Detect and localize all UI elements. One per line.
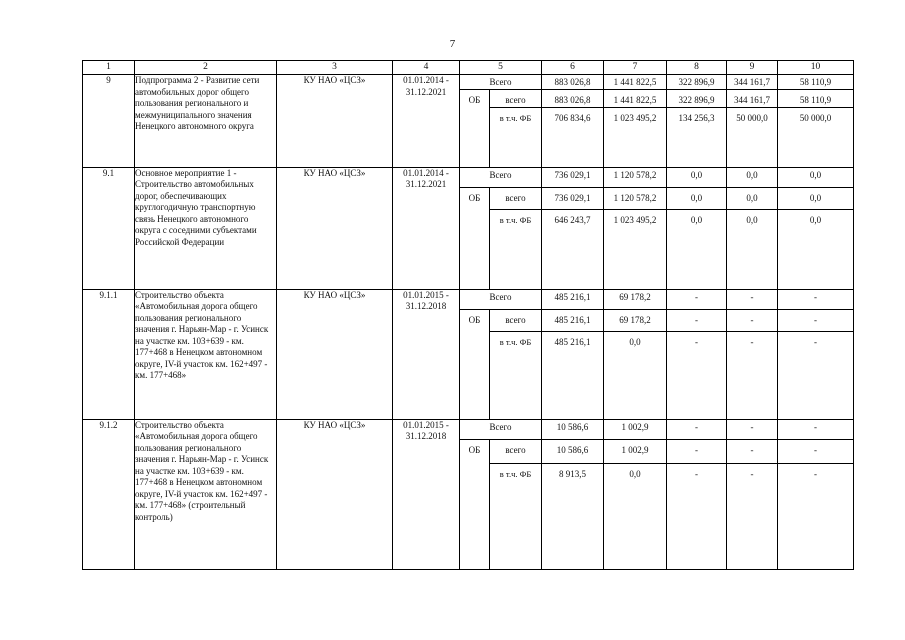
value-fb: 485 216,1 bbox=[542, 331, 604, 419]
value-total: 736 029,1 bbox=[542, 167, 604, 187]
header-cell: 4 bbox=[393, 61, 460, 75]
source-all-label: всего bbox=[490, 90, 542, 108]
source-ob-label: ОБ bbox=[460, 309, 490, 419]
value-ob: - bbox=[778, 309, 854, 331]
row-executor: КУ НАО «ЦСЗ» bbox=[277, 419, 393, 569]
value-fb: - bbox=[778, 331, 854, 419]
row-name: Подпрограмма 2 - Развитие сети автомобильных дорог общего пользования регионального и межмуниципального значения Ненецкого автономного округа bbox=[135, 75, 277, 168]
table-row bbox=[83, 419, 854, 439]
row-period: 01.01.2014 - 31.12.2021 bbox=[393, 75, 460, 168]
row-executor: КУ НАО «ЦСЗ» bbox=[277, 167, 393, 289]
value-ob: 0,0 bbox=[667, 187, 727, 209]
value-fb: 0,0 bbox=[778, 209, 854, 289]
source-ob-label: ОБ bbox=[460, 90, 490, 168]
table-row bbox=[83, 75, 854, 90]
row-number: 9 bbox=[83, 75, 135, 168]
value-total: 322 896,9 bbox=[667, 75, 727, 90]
value-ob: - bbox=[727, 439, 778, 463]
source-fb-label: в т.ч. ФБ bbox=[490, 331, 542, 419]
source-total-label: Всего bbox=[460, 75, 542, 90]
row-period: 01.01.2015 - 31.12.2018 bbox=[393, 289, 460, 419]
value-ob: 0,0 bbox=[727, 187, 778, 209]
value-ob: 58 110,9 bbox=[778, 90, 854, 108]
value-fb: - bbox=[667, 463, 727, 569]
value-ob: - bbox=[727, 309, 778, 331]
value-ob: - bbox=[667, 439, 727, 463]
source-total-label: Всего bbox=[460, 419, 542, 439]
value-total: 883 026,8 bbox=[542, 75, 604, 90]
value-ob: 1 002,9 bbox=[604, 439, 667, 463]
source-all-label: всего bbox=[490, 187, 542, 209]
value-fb: 8 913,5 bbox=[542, 463, 604, 569]
value-ob: 0,0 bbox=[778, 187, 854, 209]
source-total-label: Всего bbox=[460, 289, 542, 309]
header-cell: 1 bbox=[83, 61, 135, 75]
header-cell: 2 bbox=[135, 61, 277, 75]
source-ob-label: ОБ bbox=[460, 439, 490, 569]
row-number: 9.1.2 bbox=[83, 419, 135, 569]
source-all-label: всего bbox=[490, 309, 542, 331]
row-period: 01.01.2014 - 31.12.2021 bbox=[393, 167, 460, 289]
header-cell: 7 bbox=[604, 61, 667, 75]
value-ob: 485 216,1 bbox=[542, 309, 604, 331]
table-body bbox=[83, 61, 854, 570]
value-fb: - bbox=[727, 331, 778, 419]
header-cell: 6 bbox=[542, 61, 604, 75]
value-total: 0,0 bbox=[667, 167, 727, 187]
page-number: 7 bbox=[449, 38, 456, 50]
header-cell: 5 bbox=[460, 61, 542, 75]
value-total: 69 178,2 bbox=[604, 289, 667, 309]
value-total: 1 441 822,5 bbox=[604, 75, 667, 90]
value-total: - bbox=[727, 289, 778, 309]
value-total: 485 216,1 bbox=[542, 289, 604, 309]
value-total: 1 120 578,2 bbox=[604, 167, 667, 187]
row-number: 9.1.1 bbox=[83, 289, 135, 419]
value-ob: 1 120 578,2 bbox=[604, 187, 667, 209]
value-fb: 646 243,7 bbox=[542, 209, 604, 289]
value-fb: 1 023 495,2 bbox=[604, 209, 667, 289]
value-ob: - bbox=[667, 309, 727, 331]
source-fb-label: в т.ч. ФБ bbox=[490, 107, 542, 167]
value-fb: 50 000,0 bbox=[778, 107, 854, 167]
value-fb: - bbox=[727, 463, 778, 569]
source-fb-label: в т.ч. ФБ bbox=[490, 209, 542, 289]
table-row bbox=[83, 289, 854, 309]
row-name: Строительство объекта «Автомобильная дорога общего пользования регионального значения г. Нарьян-Мар - г. Усинск на участке км. 103+639 - км. 177+468 в Ненецком автономном округе, IV-й участок км. 162+497 - км. 177+468» (строительный контроль) bbox=[135, 419, 277, 569]
value-fb: 0,0 bbox=[604, 331, 667, 419]
source-all-label: всего bbox=[490, 439, 542, 463]
value-ob: 344 161,7 bbox=[727, 90, 778, 108]
value-ob: 736 029,1 bbox=[542, 187, 604, 209]
header-cell: 3 bbox=[277, 61, 393, 75]
value-fb: 50 000,0 bbox=[727, 107, 778, 167]
value-fb: 0,0 bbox=[727, 209, 778, 289]
header-row bbox=[83, 61, 854, 75]
value-ob: 322 896,9 bbox=[667, 90, 727, 108]
value-total: - bbox=[778, 419, 854, 439]
value-total: 58 110,9 bbox=[778, 75, 854, 90]
value-total: 10 586,6 bbox=[542, 419, 604, 439]
value-total: 0,0 bbox=[727, 167, 778, 187]
source-fb-label: в т.ч. ФБ bbox=[490, 463, 542, 569]
value-total: - bbox=[667, 289, 727, 309]
row-name: Строительство объекта «Автомобильная дорога общего пользования регионального значения г. Нарьян-Мар - г. Усинск на участке км. 103+639 - км. 177+468 в Ненецком автономном округе, IV-й участок км. 162+497 - км. 177+468» bbox=[135, 289, 277, 419]
row-name: Основное мероприятие 1 - Строительство автомобильных дорог, обеспечивающих круглогодичную транспортную связь Ненецкого автономного округа с соседними субъектами Российской Федерации bbox=[135, 167, 277, 289]
value-total: - bbox=[727, 419, 778, 439]
header-cell: 9 bbox=[727, 61, 778, 75]
value-total: 1 002,9 bbox=[604, 419, 667, 439]
row-executor: КУ НАО «ЦСЗ» bbox=[277, 75, 393, 168]
value-total: - bbox=[667, 419, 727, 439]
value-ob: 69 178,2 bbox=[604, 309, 667, 331]
row-number: 9.1 bbox=[83, 167, 135, 289]
row-executor: КУ НАО «ЦСЗ» bbox=[277, 289, 393, 419]
value-total: 0,0 bbox=[778, 167, 854, 187]
value-ob: 10 586,6 bbox=[542, 439, 604, 463]
value-total: 344 161,7 bbox=[727, 75, 778, 90]
row-period: 01.01.2015 - 31.12.2018 bbox=[393, 419, 460, 569]
header-cell: 10 bbox=[778, 61, 854, 75]
value-fb: 0,0 bbox=[604, 463, 667, 569]
header-cell: 8 bbox=[667, 61, 727, 75]
source-ob-label: ОБ bbox=[460, 187, 490, 289]
budget-table bbox=[82, 60, 854, 570]
value-ob: - bbox=[778, 439, 854, 463]
value-ob: 883 026,8 bbox=[542, 90, 604, 108]
value-total: - bbox=[778, 289, 854, 309]
value-ob: 1 441 822,5 bbox=[604, 90, 667, 108]
value-fb: 1 023 495,2 bbox=[604, 107, 667, 167]
value-fb: 0,0 bbox=[667, 209, 727, 289]
value-fb: 706 834,6 bbox=[542, 107, 604, 167]
table-row bbox=[83, 167, 854, 187]
source-total-label: Всего bbox=[460, 167, 542, 187]
value-fb: - bbox=[667, 331, 727, 419]
value-fb: - bbox=[778, 463, 854, 569]
value-fb: 134 256,3 bbox=[667, 107, 727, 167]
